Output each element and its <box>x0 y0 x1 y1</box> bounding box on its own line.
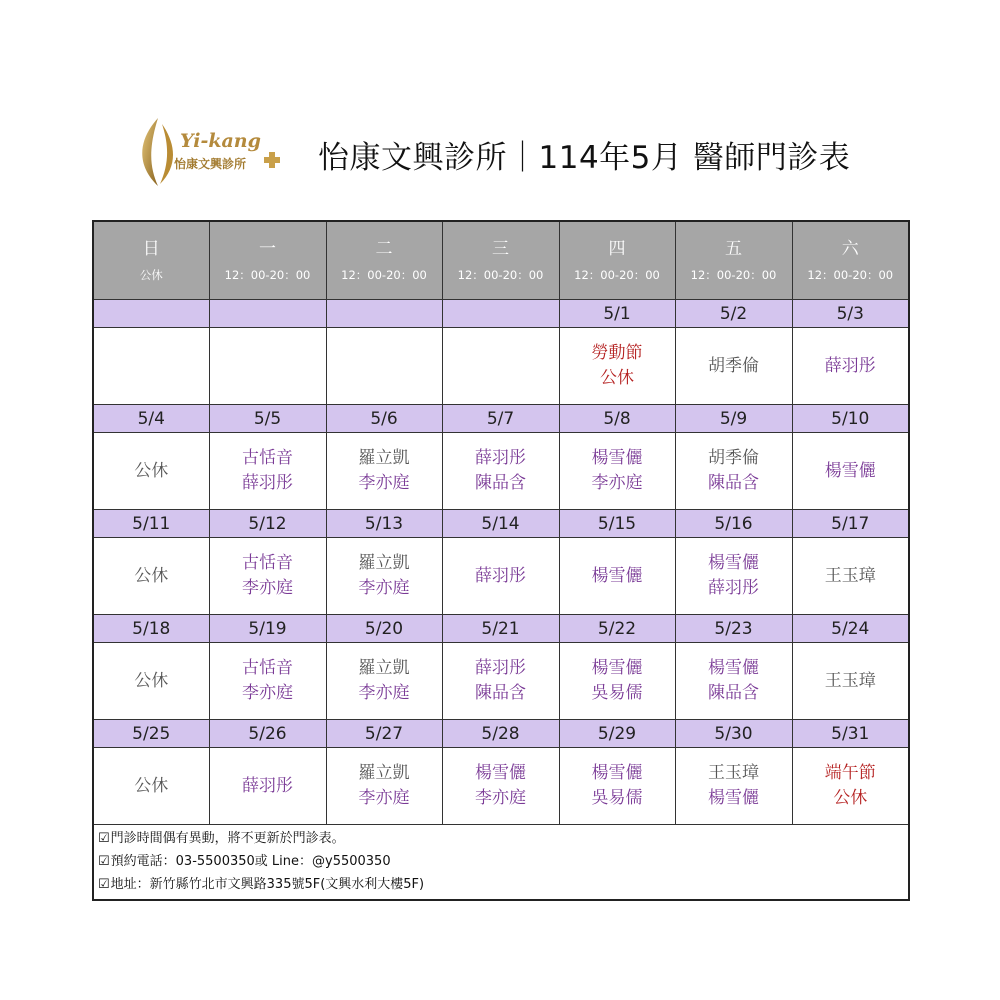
doctor-name: 李亦庭 <box>358 683 410 703</box>
logo-clinic-name: 怡康文興診所 <box>174 157 247 171</box>
doctor-name: 陳品含 <box>708 683 759 703</box>
doctor-name: 羅立凱 <box>358 448 410 468</box>
note-text: 門診時間偶有異動，將不更新於門診表。 <box>110 831 345 846</box>
holiday-label: 公休 <box>134 460 169 481</box>
holiday-label: 公休 <box>134 775 169 796</box>
doctor-cell <box>675 328 792 405</box>
date-cell: 5/10 <box>792 405 909 433</box>
doctor-name: 吳易儒 <box>591 683 643 703</box>
doctor-name: 古恬音 <box>242 658 293 678</box>
date-cell: 5/17 <box>792 510 909 538</box>
date-cell: 5/25 <box>93 720 209 748</box>
date-cell: 5/16 <box>675 510 792 538</box>
doctor-cell <box>209 748 326 825</box>
doctor-cell <box>559 643 675 720</box>
day-header: 一 12：00-20：00 <box>209 221 326 300</box>
doctor-cell <box>559 748 675 825</box>
doctor-name: 李亦庭 <box>358 788 410 808</box>
doctor-cell <box>675 643 792 720</box>
date-cell: 5/14 <box>442 510 559 538</box>
doctor-row <box>93 748 909 825</box>
page-header <box>128 110 888 200</box>
date-cell: 5/15 <box>559 510 675 538</box>
schedule-body <box>93 300 909 825</box>
doctor-name: 胡季倫 <box>708 448 759 468</box>
date-row <box>93 615 909 643</box>
flame-logo-icon <box>128 110 188 190</box>
note-line <box>98 827 904 850</box>
doctor-name: 楊雪儷 <box>708 658 759 678</box>
note-text: 預約電話：03-5500350或 Line：@y5500350 <box>110 854 391 869</box>
day-header: 五 12：00-20：00 <box>675 221 792 300</box>
date-cell: 5/11 <box>93 510 209 538</box>
doctor-cell <box>209 643 326 720</box>
day-header: 三 12：00-20：00 <box>442 221 559 300</box>
doctor-cell <box>442 433 559 510</box>
doctor-row <box>93 328 909 405</box>
notes-row <box>93 825 909 901</box>
date-row <box>93 405 909 433</box>
doctor-cell <box>442 328 559 405</box>
doctor-cell <box>93 433 209 510</box>
doctor-name: 胡季倫 <box>708 355 759 376</box>
date-cell: 5/20 <box>326 615 442 643</box>
date-cell: 5/28 <box>442 720 559 748</box>
date-cell <box>442 300 559 328</box>
doctor-name: 薛羽彤 <box>242 473 293 493</box>
doctor-cell <box>792 538 909 615</box>
doctor-cell <box>792 748 909 825</box>
doctor-name: 楊雪儷 <box>708 788 759 808</box>
date-cell <box>93 300 209 328</box>
doctor-name: 古恬音 <box>242 448 293 468</box>
date-cell: 5/2 <box>675 300 792 328</box>
doctor-name: 楊雪儷 <box>591 448 643 468</box>
date-cell: 5/29 <box>559 720 675 748</box>
doctor-name: 楊雪儷 <box>708 553 759 573</box>
note-line <box>98 850 904 873</box>
day-header: 日 公休 <box>93 221 209 300</box>
date-cell: 5/23 <box>675 615 792 643</box>
doctor-name: 薛羽彤 <box>475 565 526 586</box>
doctor-cell <box>792 328 909 405</box>
date-cell: 5/26 <box>209 720 326 748</box>
doctor-name: 李亦庭 <box>358 578 410 598</box>
day-header-row <box>93 221 909 300</box>
doctor-cell <box>93 748 209 825</box>
doctor-cell <box>442 643 559 720</box>
doctor-cell <box>93 643 209 720</box>
doctor-name: 李亦庭 <box>475 788 526 808</box>
date-cell: 5/27 <box>326 720 442 748</box>
day-header: 六 12：00-20：00 <box>792 221 909 300</box>
doctor-name: 王玉璋 <box>824 670 876 691</box>
doctor-name: 王玉璋 <box>824 565 876 586</box>
doctor-cell <box>559 433 675 510</box>
date-cell: 5/8 <box>559 405 675 433</box>
date-cell: 5/5 <box>209 405 326 433</box>
date-cell <box>209 300 326 328</box>
doctor-cell <box>559 538 675 615</box>
page-title: 怡康文興診所｜114年5月 醫師門診表 <box>318 140 851 176</box>
doctor-cell <box>559 328 675 405</box>
doctor-name: 薛羽彤 <box>475 448 526 468</box>
doctor-name: 王玉璋 <box>708 763 759 783</box>
logo-script-text: Yi-kang <box>180 130 261 152</box>
doctor-cell <box>209 328 326 405</box>
doctor-name: 陳品含 <box>475 683 526 703</box>
holiday-label: 公休 <box>134 670 169 691</box>
date-row <box>93 510 909 538</box>
date-cell: 5/13 <box>326 510 442 538</box>
doctor-name: 薛羽彤 <box>475 658 526 678</box>
doctor-name: 羅立凱 <box>358 763 410 783</box>
doctor-name: 楊雪儷 <box>824 460 876 481</box>
doctor-cell <box>326 328 442 405</box>
doctor-cell <box>326 538 442 615</box>
doctor-name: 楊雪儷 <box>591 763 643 783</box>
note-text: 地址：新竹縣竹北市文興路335號5F(文興水利大樓5F) <box>110 877 425 892</box>
doctor-name: 楊雪儷 <box>591 565 643 586</box>
doctor-name: 陳品含 <box>708 473 759 493</box>
doctor-name: 羅立凱 <box>358 553 410 573</box>
doctor-name: 薛羽彤 <box>708 578 759 598</box>
date-cell: 5/24 <box>792 615 909 643</box>
schedule-table <box>92 220 910 901</box>
doctor-cell <box>675 538 792 615</box>
date-cell: 5/1 <box>559 300 675 328</box>
doctor-row <box>93 433 909 510</box>
date-cell: 5/30 <box>675 720 792 748</box>
holiday-label: 公休 <box>600 368 634 388</box>
date-cell: 5/22 <box>559 615 675 643</box>
date-row <box>93 720 909 748</box>
holiday-label: 公休 <box>134 565 169 586</box>
day-header: 二 12：00-20：00 <box>326 221 442 300</box>
doctor-name: 薛羽彤 <box>824 355 876 376</box>
date-cell: 5/9 <box>675 405 792 433</box>
date-cell: 5/12 <box>209 510 326 538</box>
doctor-name: 李亦庭 <box>591 473 643 493</box>
date-cell: 5/6 <box>326 405 442 433</box>
doctor-name: 薛羽彤 <box>242 775 293 796</box>
doctor-name: 李亦庭 <box>358 473 410 493</box>
date-cell: 5/7 <box>442 405 559 433</box>
doctor-name: 古恬音 <box>242 553 293 573</box>
doctor-name: 李亦庭 <box>242 683 293 703</box>
checkbox-icon: ☑ <box>98 854 110 869</box>
date-row <box>93 300 909 328</box>
doctor-cell <box>675 433 792 510</box>
holiday-label: 公休 <box>833 788 868 808</box>
checkbox-icon: ☑ <box>98 877 110 892</box>
doctor-cell <box>326 748 442 825</box>
checkbox-icon: ☑ <box>98 831 110 846</box>
date-cell: 5/19 <box>209 615 326 643</box>
doctor-name: 楊雪儷 <box>591 658 643 678</box>
doctor-name: 吳易儒 <box>591 788 643 808</box>
doctor-name: 李亦庭 <box>242 578 293 598</box>
date-cell <box>326 300 442 328</box>
date-cell: 5/18 <box>93 615 209 643</box>
doctor-cell <box>792 433 909 510</box>
date-cell: 5/3 <box>792 300 909 328</box>
doctor-cell <box>675 748 792 825</box>
date-cell: 5/31 <box>792 720 909 748</box>
note-line <box>98 873 904 896</box>
holiday-label: 端午節 <box>824 763 876 783</box>
clinic-logo <box>128 110 288 200</box>
date-cell: 5/4 <box>93 405 209 433</box>
doctor-cell <box>442 538 559 615</box>
doctor-cell <box>93 538 209 615</box>
doctor-row <box>93 643 909 720</box>
plus-icon <box>262 150 282 170</box>
doctor-cell <box>209 433 326 510</box>
date-cell: 5/21 <box>442 615 559 643</box>
doctor-cell <box>326 433 442 510</box>
doctor-row <box>93 538 909 615</box>
doctor-cell <box>326 643 442 720</box>
day-header: 四 12：00-20：00 <box>559 221 675 300</box>
doctor-name: 羅立凱 <box>358 658 410 678</box>
doctor-cell <box>792 643 909 720</box>
doctor-cell <box>93 328 209 405</box>
holiday-label: 勞動節 <box>591 343 643 363</box>
doctor-name: 陳品含 <box>475 473 526 493</box>
doctor-cell <box>209 538 326 615</box>
notes-cell <box>93 825 909 901</box>
doctor-cell <box>442 748 559 825</box>
doctor-name: 楊雪儷 <box>475 763 526 783</box>
